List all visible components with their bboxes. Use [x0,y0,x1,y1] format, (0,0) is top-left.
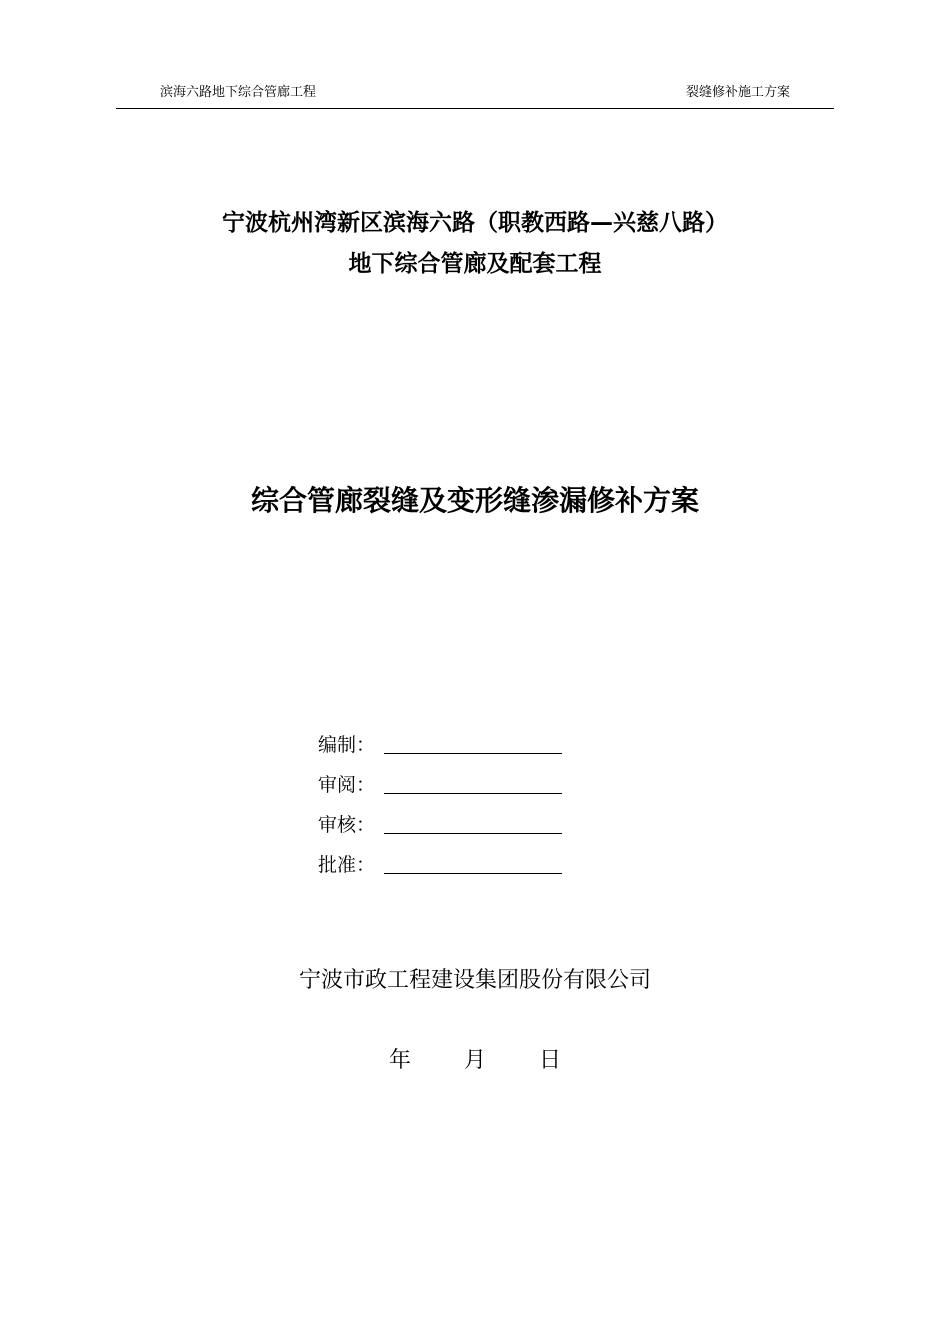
signature-label: 编制： [318,734,376,756]
signature-line [384,753,562,754]
signature-line [384,873,562,874]
date-year: 年 [388,1048,411,1073]
signature-row-review [318,768,562,798]
date-day: 日 [539,1048,562,1073]
header-document-type: 裂缝修补施工方案 [685,85,790,100]
signature-label: 审阅： [318,774,376,796]
signature-line [384,793,562,794]
signature-row-audit [318,808,562,838]
header-project-name: 滨海六路地下综合管廊工程 [160,85,317,100]
date-line [0,1046,950,1076]
signature-row-compile [318,728,562,758]
signature-line [384,833,562,834]
signature-row-approve [318,848,562,878]
company-name: 宁波市政工程建设集团股份有限公司 [298,968,651,993]
project-title-line-1: 宁波杭州湾新区滨海六路（职教西路—兴慈八路） [222,210,728,236]
document-title: 综合管廊裂缝及变形缝渗漏修补方案 [250,484,699,517]
project-title-line-2: 地下综合管廊及配套工程 [348,251,602,277]
signature-label: 批准： [318,854,376,876]
signature-label: 审核： [318,814,376,836]
date-month: 月 [463,1048,486,1073]
header-divider [116,108,834,109]
